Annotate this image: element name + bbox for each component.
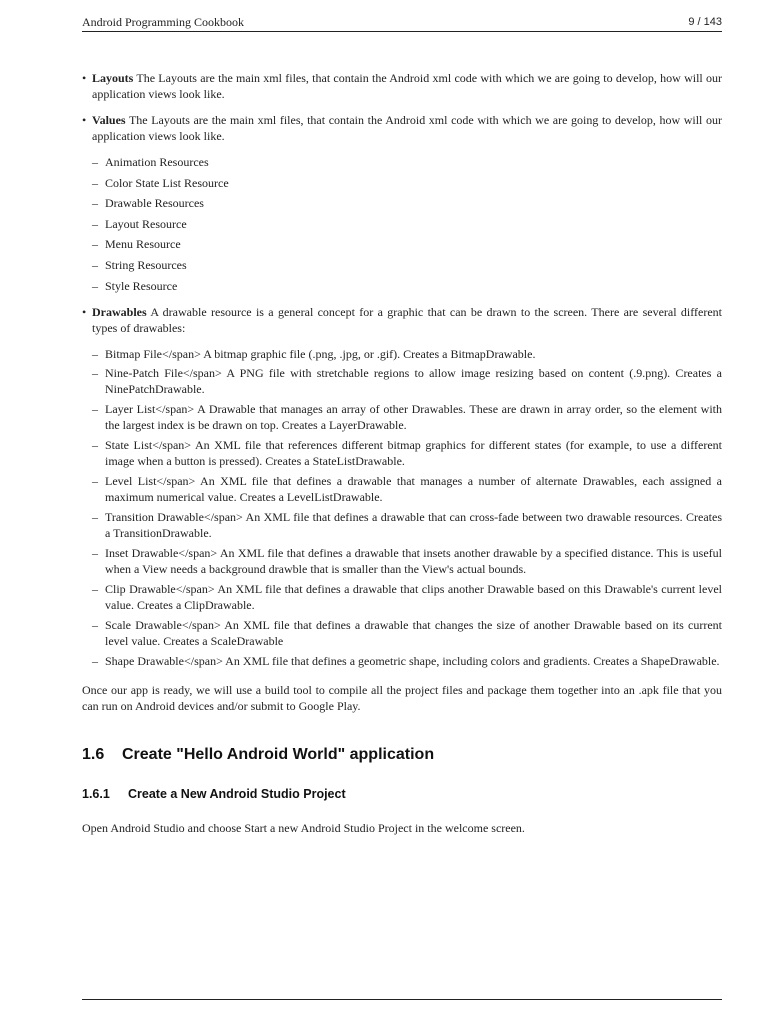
list-item: – Clip Drawable</span> An XML file that defines a drawable that clips another Drawable based on this Drawable's current level value. Creates a ClipDrawable.	[92, 581, 722, 613]
list-item: – Shape Drawable</span> An XML file that defines a geometric shape, including colors and gradients. Creates a ShapeDrawable.	[92, 653, 722, 669]
list-item: – Bitmap File</span> A bitmap graphic file (.png, .jpg, or .gif). Creates a BitmapDrawable.	[92, 346, 722, 362]
page-header	[82, 14, 722, 32]
list-item: – Scale Drawable</span> An XML file that defines a drawable that changes the size of another Drawable based on its current level value. Creates a ScaleDrawable	[92, 617, 722, 649]
term-values: Values	[92, 113, 126, 127]
desc-values: The Layouts are the main xml files, that contain the Android xml code with which we are going to develop, how will our application views look like.	[92, 113, 722, 143]
section-number: 1.6	[82, 745, 105, 763]
resource-list	[82, 70, 722, 669]
subsection-number: 1.6.1	[82, 786, 110, 801]
page-number: 9 / 143	[688, 16, 722, 28]
list-item: – Inset Drawable</span> An XML file that defines a drawable that insets another drawable by a specified distance. This is useful when a View needs a background drawble that is smaller than the View's actual bounds.	[92, 545, 722, 577]
list-item-drawables	[82, 304, 722, 669]
desc-layouts: The Layouts are the main xml files, that contain the Android xml code with which we are going to develop, how will our application views look like.	[92, 71, 722, 101]
book-title: Android Programming Cookbook	[82, 15, 244, 29]
list-item: – String Resources	[92, 257, 722, 273]
section-title: Create "Hello Android World" application	[122, 745, 435, 763]
term-drawables: Drawables	[92, 304, 147, 319]
subsection-heading	[82, 786, 722, 802]
term-layouts: Layouts	[92, 71, 134, 85]
closing-paragraph: Once our app is ready, we will use a build tool to compile all the project files and package them together into an .apk file that you can run on Android devices and/or submit to Google Play.	[82, 682, 722, 713]
page-body	[82, 70, 722, 836]
list-item: – Animation Resources	[92, 154, 722, 170]
open-studio-paragraph: Open Android Studio and choose Start a new Android Studio Project in the welcome screen.	[82, 820, 525, 835]
footer-rule	[82, 999, 722, 1000]
list-item: – State List</span> An XML file that references different bitmap graphics for different states (for example, to use a different image when a button is pressed). Creates a StateListDrawable.	[92, 437, 722, 469]
list-item: – Nine-Patch File</span> A PNG file with stretchable regions to allow image resizing based on content (.9.png). Creates a NinePatchDrawable.	[92, 365, 722, 397]
list-item: – Color State List Resource	[92, 175, 722, 191]
list-item: – Layout Resource	[92, 216, 722, 232]
list-item: – Style Resource	[92, 278, 722, 294]
list-item: – Level List</span> An XML file that defines a drawable that manages a number of alternate Drawables, each assigned a maximum numerical value. Creates a LevelListDrawable.	[92, 473, 722, 505]
list-item: – Transition Drawable</span> An XML file that defines a drawable that can cross-fade between two drawable resources. Creates a TransitionDrawable.	[92, 509, 722, 541]
section-heading	[82, 745, 722, 765]
values-sublist	[92, 154, 722, 294]
drawables-sublist	[92, 346, 722, 669]
list-item-layouts	[82, 70, 722, 102]
list-item: – Drawable Resources	[92, 195, 722, 211]
list-item-values	[82, 112, 722, 294]
list-item: – Menu Resource	[92, 236, 722, 252]
list-item: – Layer List</span> A Drawable that manages an array of other Drawables. These are drawn in array order, so the element with the largest index is be drawn on top. Creates a LayerDrawable.	[92, 401, 722, 433]
subsection-title: Create a New Android Studio Project	[128, 786, 346, 801]
desc-drawables: A drawable resource is a general concept for a graphic that can be drawn to the screen. There are several different types of drawables:	[92, 304, 722, 335]
